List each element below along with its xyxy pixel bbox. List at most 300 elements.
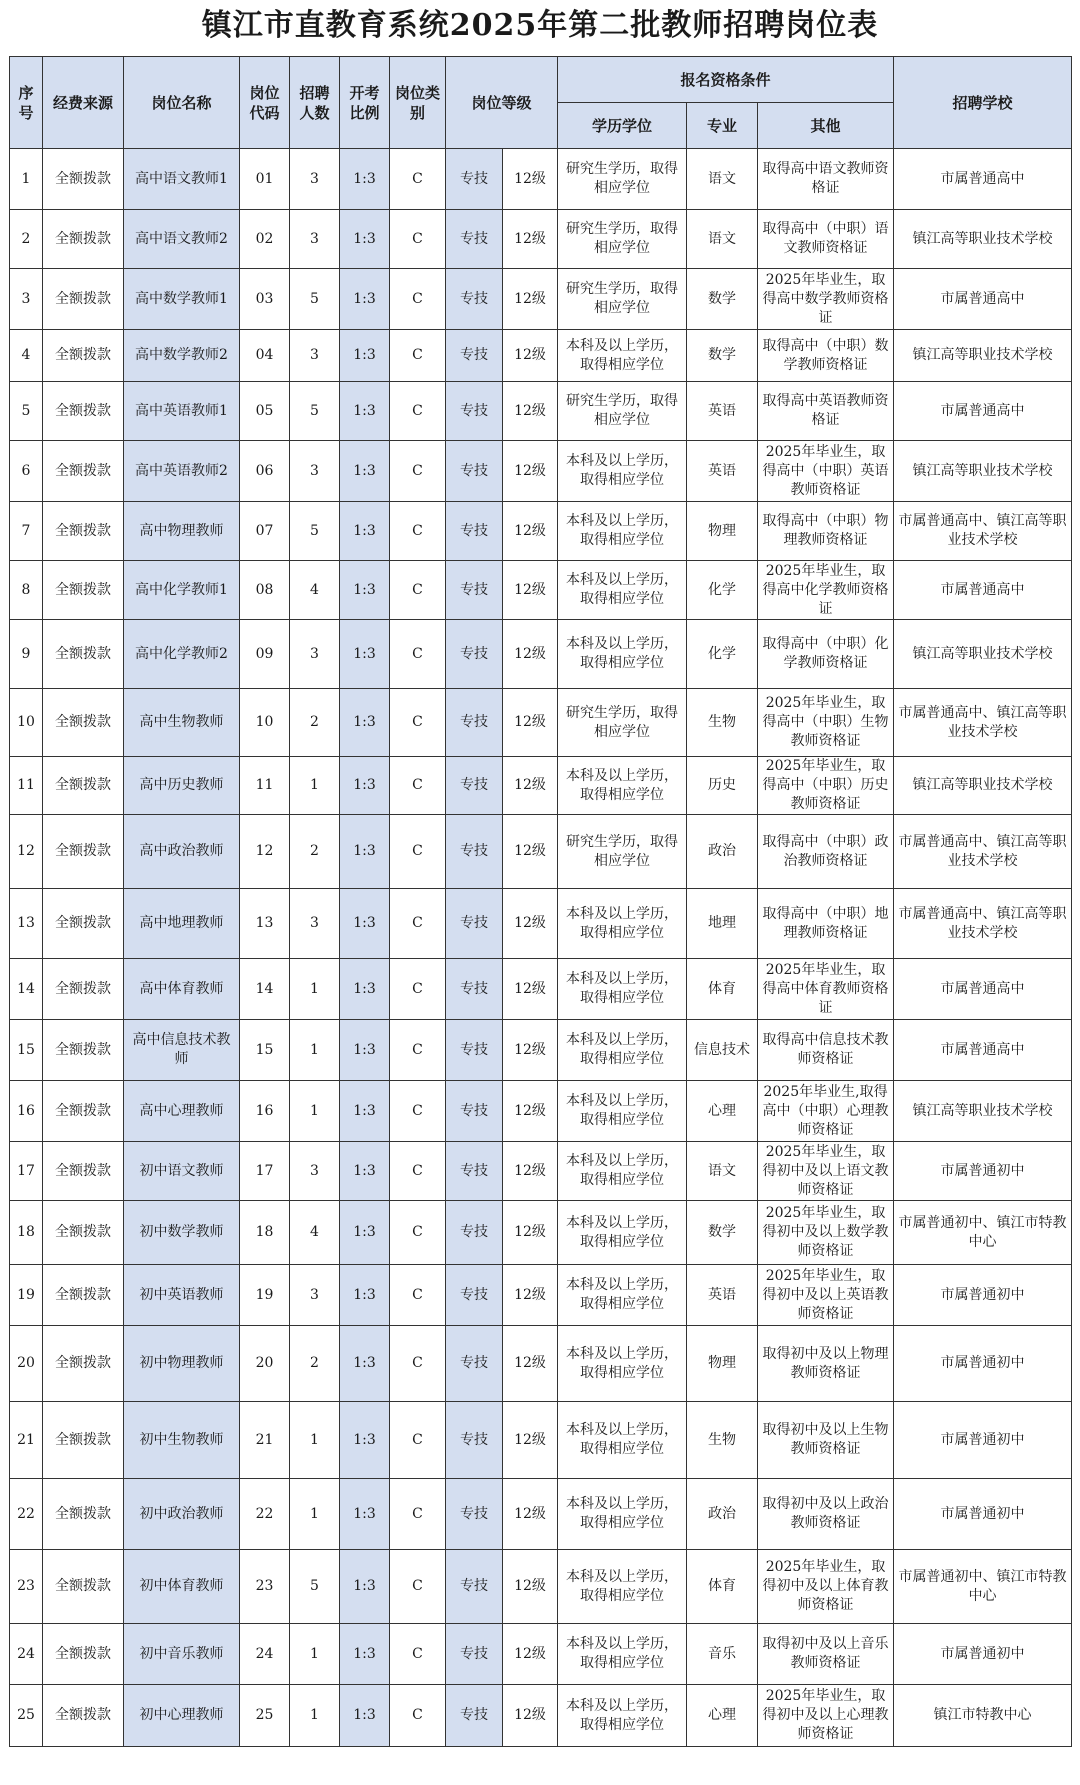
cell-seq: 20	[10, 1326, 43, 1402]
cell-fund: 全额拨款	[43, 757, 124, 815]
cell-post-name: 高中英语教师1	[124, 382, 240, 441]
cell-seq: 6	[10, 441, 43, 502]
cell-post-name: 初中政治教师	[124, 1479, 240, 1550]
cell-post-code: 23	[240, 1550, 290, 1624]
cell-level: 12级	[503, 1402, 558, 1479]
cell-level: 12级	[503, 689, 558, 757]
cell-other: 2025年毕业生，取得高中（中职）生物教师资格证	[758, 689, 894, 757]
cell-other: 2025年毕业生，取得高中数学教师资格证	[758, 269, 894, 330]
cell-major: 化学	[687, 620, 758, 689]
header-count: 招聘人数	[290, 57, 340, 149]
cell-post-type: 专技	[446, 1685, 503, 1747]
cell-category: C	[390, 620, 446, 689]
cell-category: C	[390, 1685, 446, 1747]
table-row	[10, 1685, 1072, 1747]
cell-level: 12级	[503, 330, 558, 382]
cell-post-code: 18	[240, 1201, 290, 1265]
cell-other: 取得初中及以上物理教师资格证	[758, 1326, 894, 1402]
cell-category: C	[390, 149, 446, 210]
cell-count: 1	[290, 1685, 340, 1747]
cell-post-name: 高中化学教师1	[124, 561, 240, 620]
table-row	[10, 757, 1072, 815]
cell-major: 英语	[687, 441, 758, 502]
cell-count: 1	[290, 1402, 340, 1479]
cell-post-code: 20	[240, 1326, 290, 1402]
cell-category: C	[390, 1550, 446, 1624]
recruitment-table	[9, 56, 1072, 1747]
cell-major: 物理	[687, 502, 758, 561]
cell-major: 信息技术	[687, 1020, 758, 1081]
cell-post-code: 01	[240, 149, 290, 210]
cell-seq: 2	[10, 210, 43, 269]
cell-post-type: 专技	[446, 1020, 503, 1081]
document-title: 镇江市直教育系统2025年第二批教师招聘岗位表	[201, 8, 879, 43]
cell-other: 取得高中信息技术教师资格证	[758, 1020, 894, 1081]
cell-major: 生物	[687, 1402, 758, 1479]
cell-level: 12级	[503, 269, 558, 330]
cell-count: 3	[290, 330, 340, 382]
table-row	[10, 889, 1072, 959]
cell-fund: 全额拨款	[43, 959, 124, 1020]
cell-fund: 全额拨款	[43, 1685, 124, 1747]
cell-count: 3	[290, 1265, 340, 1326]
cell-seq: 17	[10, 1142, 43, 1201]
table-row	[10, 269, 1072, 330]
cell-seq: 19	[10, 1265, 43, 1326]
cell-level: 12级	[503, 1685, 558, 1747]
cell-post-name: 初中语文教师	[124, 1142, 240, 1201]
cell-fund: 全额拨款	[43, 330, 124, 382]
table-row	[10, 210, 1072, 269]
cell-post-type: 专技	[446, 1326, 503, 1402]
table-row	[10, 815, 1072, 889]
cell-seq: 12	[10, 815, 43, 889]
cell-count: 5	[290, 382, 340, 441]
cell-major: 数学	[687, 269, 758, 330]
cell-category: C	[390, 689, 446, 757]
cell-ratio: 1:3	[340, 502, 390, 561]
cell-level: 12级	[503, 1081, 558, 1142]
cell-ratio: 1:3	[340, 210, 390, 269]
cell-other: 2025年毕业生,取得高中（中职）心理教师资格证	[758, 1081, 894, 1142]
cell-seq: 10	[10, 689, 43, 757]
table-row	[10, 1201, 1072, 1265]
cell-school: 市属普通高中	[894, 149, 1072, 210]
cell-other: 2025年毕业生，取得初中及以上体育教师资格证	[758, 1550, 894, 1624]
cell-count: 2	[290, 1326, 340, 1402]
cell-other: 2025年毕业生，取得初中及以上数学教师资格证	[758, 1201, 894, 1265]
cell-ratio: 1:3	[340, 1402, 390, 1479]
cell-count: 4	[290, 1201, 340, 1265]
cell-post-name: 高中语文教师1	[124, 149, 240, 210]
cell-count: 5	[290, 269, 340, 330]
cell-ratio: 1:3	[340, 1685, 390, 1747]
cell-seq: 1	[10, 149, 43, 210]
cell-other: 2025年毕业生，取得初中及以上心理教师资格证	[758, 1685, 894, 1747]
cell-fund: 全额拨款	[43, 620, 124, 689]
cell-post-type: 专技	[446, 1081, 503, 1142]
cell-level: 12级	[503, 502, 558, 561]
cell-post-name: 高中政治教师	[124, 815, 240, 889]
cell-major: 化学	[687, 561, 758, 620]
cell-post-type: 专技	[446, 620, 503, 689]
header-post-code: 岗位代码	[240, 57, 290, 149]
cell-post-code: 07	[240, 502, 290, 561]
table-row	[10, 1081, 1072, 1142]
table-header	[10, 57, 1072, 149]
cell-post-type: 专技	[446, 1265, 503, 1326]
cell-seq: 14	[10, 959, 43, 1020]
cell-count: 5	[290, 1550, 340, 1624]
cell-level: 12级	[503, 1265, 558, 1326]
cell-education: 研究生学历，取得相应学位	[558, 382, 687, 441]
cell-level: 12级	[503, 1142, 558, 1201]
cell-post-name: 初中体育教师	[124, 1550, 240, 1624]
cell-fund: 全额拨款	[43, 210, 124, 269]
cell-major: 语文	[687, 210, 758, 269]
cell-ratio: 1:3	[340, 889, 390, 959]
header-post-name: 岗位名称	[124, 57, 240, 149]
cell-post-name: 高中历史教师	[124, 757, 240, 815]
cell-fund: 全额拨款	[43, 689, 124, 757]
cell-post-type: 专技	[446, 1479, 503, 1550]
cell-major: 英语	[687, 1265, 758, 1326]
cell-education: 本科及以上学历，取得相应学位	[558, 441, 687, 502]
cell-fund: 全额拨款	[43, 1479, 124, 1550]
table-row	[10, 1142, 1072, 1201]
cell-post-type: 专技	[446, 210, 503, 269]
cell-category: C	[390, 210, 446, 269]
cell-school: 市属普通高中、镇江高等职业技术学校	[894, 689, 1072, 757]
cell-post-code: 06	[240, 441, 290, 502]
table-row	[10, 1550, 1072, 1624]
cell-category: C	[390, 1081, 446, 1142]
cell-level: 12级	[503, 620, 558, 689]
cell-education: 本科及以上学历，取得相应学位	[558, 1402, 687, 1479]
cell-school: 市属普通高中、镇江高等职业技术学校	[894, 502, 1072, 561]
cell-count: 1	[290, 959, 340, 1020]
table-row	[10, 149, 1072, 210]
cell-education: 本科及以上学历，取得相应学位	[558, 1326, 687, 1402]
cell-education: 本科及以上学历，取得相应学位	[558, 1020, 687, 1081]
cell-fund: 全额拨款	[43, 1265, 124, 1326]
cell-major: 心理	[687, 1081, 758, 1142]
cell-post-type: 专技	[446, 959, 503, 1020]
cell-major: 体育	[687, 959, 758, 1020]
cell-fund: 全额拨款	[43, 1624, 124, 1685]
header-level: 岗位等级	[446, 57, 558, 149]
cell-ratio: 1:3	[340, 1479, 390, 1550]
cell-major: 物理	[687, 1326, 758, 1402]
cell-post-type: 专技	[446, 889, 503, 959]
cell-category: C	[390, 561, 446, 620]
cell-other: 取得初中及以上政治教师资格证	[758, 1479, 894, 1550]
cell-education: 本科及以上学历，取得相应学位	[558, 502, 687, 561]
cell-ratio: 1:3	[340, 1326, 390, 1402]
cell-school: 市属普通初中	[894, 1479, 1072, 1550]
cell-other: 取得高中语文教师资格证	[758, 149, 894, 210]
cell-ratio: 1:3	[340, 441, 390, 502]
table-row	[10, 382, 1072, 441]
cell-major: 语文	[687, 149, 758, 210]
cell-level: 12级	[503, 757, 558, 815]
cell-post-code: 04	[240, 330, 290, 382]
cell-other: 取得高中（中职）政治教师资格证	[758, 815, 894, 889]
cell-post-type: 专技	[446, 382, 503, 441]
cell-count: 4	[290, 561, 340, 620]
cell-major: 体育	[687, 1550, 758, 1624]
cell-post-code: 25	[240, 1685, 290, 1747]
cell-count: 3	[290, 210, 340, 269]
cell-post-type: 专技	[446, 561, 503, 620]
cell-seq: 4	[10, 330, 43, 382]
cell-post-name: 高中语文教师2	[124, 210, 240, 269]
cell-other: 2025年毕业生，取得初中及以上英语教师资格证	[758, 1265, 894, 1326]
cell-post-code: 10	[240, 689, 290, 757]
header-school: 招聘学校	[894, 57, 1072, 149]
cell-post-code: 02	[240, 210, 290, 269]
cell-count: 3	[290, 149, 340, 210]
table-row	[10, 620, 1072, 689]
cell-post-code: 13	[240, 889, 290, 959]
cell-fund: 全额拨款	[43, 1201, 124, 1265]
cell-school: 市属普通高中	[894, 561, 1072, 620]
table-body	[10, 149, 1072, 1747]
cell-seq: 7	[10, 502, 43, 561]
cell-seq: 25	[10, 1685, 43, 1747]
cell-category: C	[390, 1402, 446, 1479]
header-seq: 序号	[10, 57, 43, 149]
cell-school: 市属普通初中、镇江市特教中心	[894, 1550, 1072, 1624]
cell-fund: 全额拨款	[43, 1550, 124, 1624]
cell-post-code: 24	[240, 1624, 290, 1685]
cell-major: 数学	[687, 1201, 758, 1265]
table-row	[10, 689, 1072, 757]
cell-post-code: 14	[240, 959, 290, 1020]
cell-post-type: 专技	[446, 330, 503, 382]
cell-seq: 13	[10, 889, 43, 959]
cell-major: 政治	[687, 815, 758, 889]
cell-education: 本科及以上学历，取得相应学位	[558, 1265, 687, 1326]
cell-ratio: 1:3	[340, 382, 390, 441]
cell-count: 3	[290, 620, 340, 689]
cell-school: 镇江高等职业技术学校	[894, 620, 1072, 689]
cell-post-name: 初中物理教师	[124, 1326, 240, 1402]
cell-category: C	[390, 889, 446, 959]
header-other: 其他	[758, 103, 894, 149]
cell-count: 5	[290, 502, 340, 561]
cell-ratio: 1:3	[340, 269, 390, 330]
cell-level: 12级	[503, 1624, 558, 1685]
cell-post-code: 03	[240, 269, 290, 330]
cell-category: C	[390, 815, 446, 889]
cell-ratio: 1:3	[340, 1081, 390, 1142]
cell-other: 取得高中（中职）物理教师资格证	[758, 502, 894, 561]
cell-education: 研究生学历，取得相应学位	[558, 149, 687, 210]
cell-count: 1	[290, 757, 340, 815]
cell-category: C	[390, 1479, 446, 1550]
cell-level: 12级	[503, 441, 558, 502]
cell-ratio: 1:3	[340, 1624, 390, 1685]
cell-ratio: 1:3	[340, 1020, 390, 1081]
cell-level: 12级	[503, 1201, 558, 1265]
cell-fund: 全额拨款	[43, 889, 124, 959]
cell-ratio: 1:3	[340, 1265, 390, 1326]
cell-post-type: 专技	[446, 1624, 503, 1685]
cell-ratio: 1:3	[340, 1550, 390, 1624]
cell-category: C	[390, 269, 446, 330]
cell-school: 市属普通初中	[894, 1326, 1072, 1402]
cell-school: 市属普通高中、镇江高等职业技术学校	[894, 815, 1072, 889]
cell-education: 本科及以上学历，取得相应学位	[558, 757, 687, 815]
cell-post-name: 高中英语教师2	[124, 441, 240, 502]
cell-seq: 22	[10, 1479, 43, 1550]
cell-school: 镇江高等职业技术学校	[894, 1081, 1072, 1142]
cell-category: C	[390, 382, 446, 441]
cell-level: 12级	[503, 1326, 558, 1402]
cell-education: 研究生学历，取得相应学位	[558, 689, 687, 757]
cell-school: 市属普通高中	[894, 269, 1072, 330]
header-ratio: 开考比例	[340, 57, 390, 149]
cell-other: 取得初中及以上生物教师资格证	[758, 1402, 894, 1479]
cell-category: C	[390, 1201, 446, 1265]
cell-category: C	[390, 1142, 446, 1201]
cell-ratio: 1:3	[340, 959, 390, 1020]
cell-post-name: 初中音乐教师	[124, 1624, 240, 1685]
cell-post-name: 高中生物教师	[124, 689, 240, 757]
cell-post-type: 专技	[446, 1201, 503, 1265]
cell-level: 12级	[503, 889, 558, 959]
cell-other: 2025年毕业生，取得高中（中职）历史教师资格证	[758, 757, 894, 815]
cell-count: 1	[290, 1081, 340, 1142]
cell-education: 本科及以上学历，取得相应学位	[558, 561, 687, 620]
cell-post-type: 专技	[446, 689, 503, 757]
cell-major: 数学	[687, 330, 758, 382]
cell-fund: 全额拨款	[43, 1402, 124, 1479]
table-row	[10, 1624, 1072, 1685]
cell-post-type: 专技	[446, 149, 503, 210]
table-row	[10, 441, 1072, 502]
cell-major: 政治	[687, 1479, 758, 1550]
cell-seq: 16	[10, 1081, 43, 1142]
cell-major: 英语	[687, 382, 758, 441]
cell-post-code: 11	[240, 757, 290, 815]
cell-education: 研究生学历，取得相应学位	[558, 210, 687, 269]
cell-post-type: 专技	[446, 1142, 503, 1201]
cell-major: 语文	[687, 1142, 758, 1201]
cell-seq: 3	[10, 269, 43, 330]
cell-post-code: 19	[240, 1265, 290, 1326]
cell-ratio: 1:3	[340, 689, 390, 757]
cell-other: 取得高中（中职）数学教师资格证	[758, 330, 894, 382]
cell-post-name: 高中体育教师	[124, 959, 240, 1020]
cell-seq: 18	[10, 1201, 43, 1265]
cell-count: 1	[290, 1624, 340, 1685]
cell-education: 本科及以上学历，取得相应学位	[558, 959, 687, 1020]
table-row	[10, 330, 1072, 382]
table-row	[10, 1402, 1072, 1479]
cell-level: 12级	[503, 149, 558, 210]
cell-major: 音乐	[687, 1624, 758, 1685]
cell-other: 取得高中（中职）化学教师资格证	[758, 620, 894, 689]
cell-post-type: 专技	[446, 1402, 503, 1479]
cell-post-code: 09	[240, 620, 290, 689]
cell-category: C	[390, 757, 446, 815]
cell-fund: 全额拨款	[43, 1081, 124, 1142]
cell-school: 市属普通高中	[894, 959, 1072, 1020]
cell-fund: 全额拨款	[43, 441, 124, 502]
cell-other: 取得高中英语教师资格证	[758, 382, 894, 441]
cell-post-name: 初中英语教师	[124, 1265, 240, 1326]
cell-post-name: 高中心理教师	[124, 1081, 240, 1142]
cell-category: C	[390, 1020, 446, 1081]
cell-school: 镇江高等职业技术学校	[894, 441, 1072, 502]
cell-school: 市属普通初中	[894, 1402, 1072, 1479]
header-category: 岗位类别	[390, 57, 446, 149]
table-row	[10, 1479, 1072, 1550]
cell-post-name: 高中数学教师2	[124, 330, 240, 382]
cell-level: 12级	[503, 1020, 558, 1081]
cell-school: 市属普通高中、镇江高等职业技术学校	[894, 889, 1072, 959]
cell-school: 镇江高等职业技术学校	[894, 210, 1072, 269]
cell-fund: 全额拨款	[43, 1020, 124, 1081]
cell-school: 镇江市特教中心	[894, 1685, 1072, 1747]
cell-other: 2025年毕业生，取得初中及以上语文教师资格证	[758, 1142, 894, 1201]
cell-post-code: 22	[240, 1479, 290, 1550]
cell-seq: 11	[10, 757, 43, 815]
cell-other: 取得初中及以上音乐教师资格证	[758, 1624, 894, 1685]
cell-seq: 8	[10, 561, 43, 620]
cell-seq: 5	[10, 382, 43, 441]
cell-count: 2	[290, 815, 340, 889]
cell-count: 1	[290, 1479, 340, 1550]
cell-post-code: 16	[240, 1081, 290, 1142]
cell-fund: 全额拨款	[43, 561, 124, 620]
cell-count: 1	[290, 1020, 340, 1081]
table-row	[10, 1326, 1072, 1402]
cell-post-name: 高中化学教师2	[124, 620, 240, 689]
table-row	[10, 502, 1072, 561]
cell-category: C	[390, 1265, 446, 1326]
cell-level: 12级	[503, 210, 558, 269]
header-qualification: 报名资格条件	[558, 57, 894, 103]
cell-count: 3	[290, 889, 340, 959]
cell-school: 镇江高等职业技术学校	[894, 757, 1072, 815]
cell-school: 市属普通高中	[894, 382, 1072, 441]
cell-category: C	[390, 502, 446, 561]
cell-ratio: 1:3	[340, 1142, 390, 1201]
cell-category: C	[390, 441, 446, 502]
cell-education: 本科及以上学历，取得相应学位	[558, 1550, 687, 1624]
cell-education: 本科及以上学历，取得相应学位	[558, 889, 687, 959]
cell-post-name: 高中物理教师	[124, 502, 240, 561]
header-major: 专业	[687, 103, 758, 149]
cell-major: 地理	[687, 889, 758, 959]
cell-post-name: 高中数学教师1	[124, 269, 240, 330]
cell-post-code: 12	[240, 815, 290, 889]
cell-ratio: 1:3	[340, 149, 390, 210]
table-row	[10, 1265, 1072, 1326]
cell-level: 12级	[503, 382, 558, 441]
cell-post-type: 专技	[446, 757, 503, 815]
cell-post-code: 15	[240, 1020, 290, 1081]
cell-seq: 15	[10, 1020, 43, 1081]
cell-post-code: 17	[240, 1142, 290, 1201]
cell-ratio: 1:3	[340, 561, 390, 620]
cell-post-type: 专技	[446, 502, 503, 561]
table-row	[10, 959, 1072, 1020]
cell-level: 12级	[503, 1479, 558, 1550]
